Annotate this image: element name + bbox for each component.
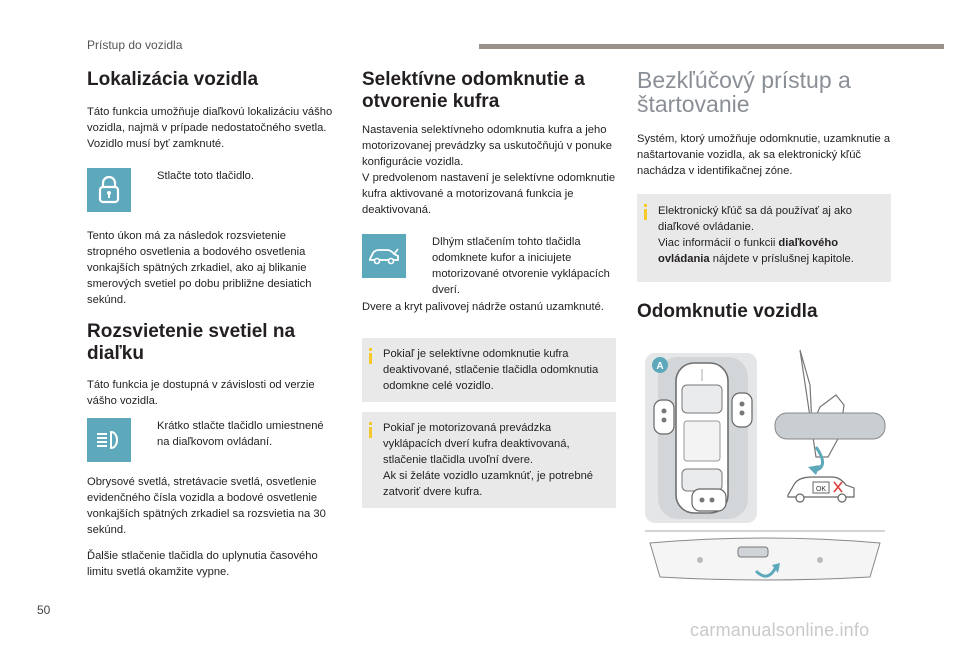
headlight-button-icon	[87, 418, 131, 462]
note-selective-disabled	[362, 338, 616, 402]
watermark: carmanualsonline.info	[690, 620, 870, 640]
note-text: Pokiaľ je motorizovaná prevádzka vyklápacích dverí kufra deaktivovaná, stlačenie tlačidla uvoľní dvere.	[383, 422, 570, 466]
key-fob-icon	[732, 393, 752, 427]
paragraph-selective-settings: Nastavenia selektívneho odomknutia kufra a jeho motorizovanej prevádzky sa uskutočňujú v ponuke konfigurácie vozidla.	[362, 124, 612, 168]
bullet-text: Dlhým stlačením tohto tlačidla odomknete kufor a iniciujete motorizované otvorenie vyklápacích dverí.	[432, 236, 610, 296]
note-text: Elektronický kľúč sa dá používať aj ako diaľkové ovládanie.	[658, 205, 853, 233]
note-text-more: Viac informácií o funkcii diaľkového ovládania nájdete v príslušnej kapitole.	[658, 237, 854, 265]
keyless-unlock-illustration	[640, 345, 890, 607]
note-motorized-disabled	[362, 412, 616, 508]
tailgate-button-figure	[645, 531, 885, 580]
heading-remote-lights: Rozsvietenie svetiel na diaľku	[87, 321, 296, 364]
car-side-ok-icon	[788, 477, 854, 502]
column-middle	[362, 66, 616, 508]
paragraph-lights-effect: Obrysové svetlá, stretávacie svetlá, osvetlenie evidenčného čísla vozidla a bodové osvetlenie vonkajších spätných zrkadiel sa rozsvietia na 30 sekúnd.	[87, 476, 326, 536]
bullet-text: Krátko stlačte tlačidlo umiestnené na diaľkovom ovládaní.	[157, 420, 324, 448]
paragraph-lights-availability: Táto funkcia je dostupná v závislosti od verzie vášho vozidla.	[87, 379, 315, 407]
note-electronic-key	[637, 194, 891, 282]
page-number: 50	[37, 603, 51, 617]
car-boot-button-icon	[362, 234, 406, 278]
info-mark-icon	[369, 422, 374, 438]
note-text: Ak si želáte vozidlo uzamknúť, je potrebné zatvoriť dvere kufra.	[383, 470, 594, 498]
info-mark-icon	[369, 348, 374, 364]
boot-button-row	[362, 234, 616, 298]
paragraph-selective-default: V predvolenom nastavení je selektívne odomknutie kufra aktivované a motorizovaná funkcia je deaktivovaná.	[362, 172, 616, 216]
header-bar	[479, 44, 944, 49]
section-header: Prístup do vozidla	[87, 38, 183, 52]
bullet-press-button	[141, 168, 254, 184]
lock-button-icon	[87, 168, 131, 212]
hand-on-handle-figure	[775, 350, 885, 475]
bullet-long-press	[416, 234, 616, 298]
bullet-short-press	[141, 418, 333, 450]
info-mark-icon	[644, 204, 649, 220]
bullet-text: Stlačte toto tlačidlo.	[157, 170, 255, 182]
paragraph-location-intro: Táto funkcia umožňuje diaľkovú lokalizáciu vášho vozidla, najmä v prípade nedostatočného svetla. Vozidlo musí byť zamknuté.	[87, 106, 333, 150]
heading-vehicle-location: Lokalizácia vozidla	[87, 69, 259, 90]
column-left	[87, 66, 333, 580]
label-a-badge	[652, 357, 668, 373]
svg-text:OK: OK	[815, 486, 827, 493]
key-fob-icon	[692, 489, 726, 511]
column-right	[637, 66, 891, 323]
heading-unlock-vehicle: Odomknutie vozidla	[637, 301, 818, 322]
paragraph-lights-off: Ďalšie stlačenie tlačidla do uplynutia časového limitu svetlá okamžite vypne.	[87, 550, 318, 578]
paragraph-keyless-intro: Systém, ktorý umožňuje odomknutie, uzamknutie a naštartovanie vozidla, ak sa elektronický kľúč nachádza v identifikačnej zóne.	[637, 133, 891, 177]
location-button-row	[87, 168, 333, 212]
note-text: Pokiaľ je selektívne odomknutie kufra deaktivované, stlačenie tlačidla odomknutia odomkne celé vozidlo.	[383, 348, 599, 392]
key-fob-icon	[654, 400, 674, 434]
lights-button-row	[87, 418, 333, 462]
paragraph-doors-locked: Dvere a kryt palivovej nádrže ostanú uzamknuté.	[362, 301, 604, 313]
paragraph-location-effect: Tento úkon má za následok rozsvietenie stropného osvetlenia a bodového osvetlenia vonkajších spätných zrkadiel, ako aj blikanie smerových svetiel po dobu približne desiatich sekúnd.	[87, 230, 312, 306]
heading-selective-unlock: Selektívne odomknutie a otvorenie kufra	[362, 69, 585, 112]
svg-text:A: A	[656, 361, 664, 372]
heading-keyless-access: Bezkľúčový prístup a štartovanie	[637, 67, 851, 117]
